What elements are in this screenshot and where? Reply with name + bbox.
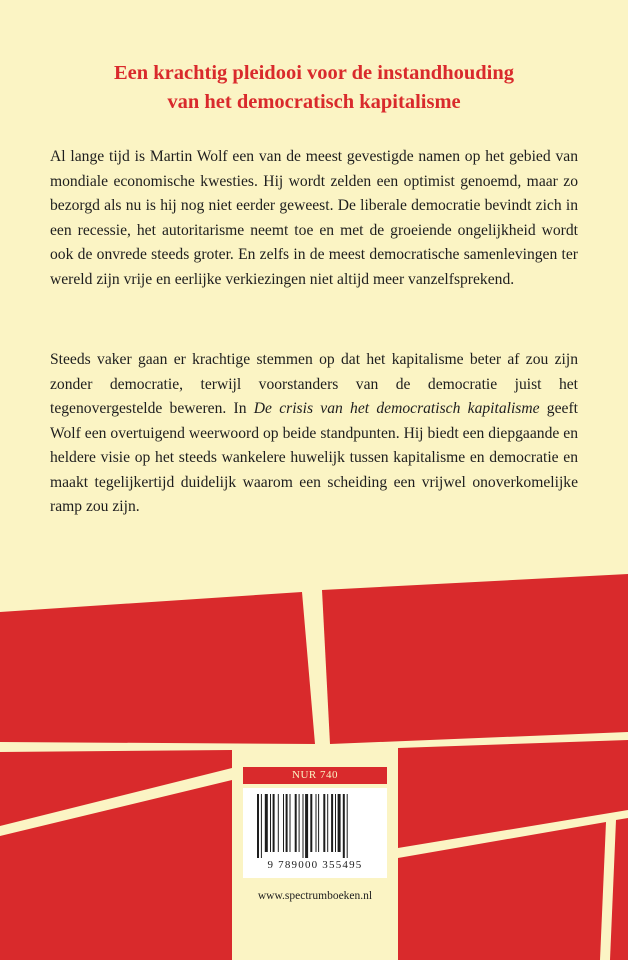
barcode-bar <box>286 794 288 852</box>
description-block-1 <box>50 145 578 292</box>
barcode-bar <box>318 794 319 852</box>
barcode-bar <box>316 794 317 852</box>
book-title-italic: De crisis van het democratisch kapitalisme <box>253 400 540 417</box>
barcode-bar <box>295 794 297 852</box>
barcode-bar <box>303 794 304 858</box>
red-shape-right-top <box>322 574 628 744</box>
publisher-website: www.spectrumboeken.nl <box>257 890 373 902</box>
barcode-bar <box>338 794 341 852</box>
barcode-bar <box>335 794 336 852</box>
barcode-bar <box>347 794 348 858</box>
description-block-2 <box>50 348 578 520</box>
barcode-icon <box>257 794 373 858</box>
barcode-bar <box>270 794 271 852</box>
paragraph-2-intro: Steeds vaker gaan er krachtige stemmen op dat het kapitalisme beter af zou zijn zonder democratie, terwijl voorstanders van de democratie juist het tegenovergestelde beweren. In <box>50 351 578 417</box>
red-shape-left-top <box>0 592 315 744</box>
barcode-bar <box>257 794 259 858</box>
headline <box>40 59 588 117</box>
red-shape-right-bottom-2 <box>610 818 628 960</box>
barcode-bar <box>305 794 308 858</box>
barcode-bar <box>290 794 291 852</box>
barcode-bar <box>331 794 333 852</box>
barcode-bar <box>283 794 284 852</box>
isbn-number: 9 789000 355495 <box>267 859 363 871</box>
barcode-bar <box>273 794 275 852</box>
headline-line-1: Een krachtig pleidooi voor de instandhouding <box>113 62 515 84</box>
barcode-area <box>243 788 387 878</box>
barcode-bar <box>323 794 325 852</box>
nur-label: NUR 740 <box>243 767 387 784</box>
description-paragraph-2 <box>50 348 578 520</box>
paragraph-2-rest: geeft Wolf een overtuigend weerwoord op beide standpunten. Hij biedt een diepgaande en heldere visie op het steeds wankelere huwelijk tussen kapitalisme en democratie en maakt tegelijkertijd duidelijk waarom een scheiding een vrijwel onoverkomelijke ramp zou zijn. <box>50 400 578 515</box>
barcode-bar <box>327 794 328 852</box>
barcode-bar <box>343 794 345 858</box>
description-paragraph-1: Al lange tijd is Martin Wolf een van de meest gevestigde namen op het gebied van mondiale economische kwesties. Hij wordt zelden een optimist genoemd, maar zo bezorgd als nu is hij nog niet eerder geweest. De liberale democratie bevindt zich in een recessie, het autoritarisme neemt toe en met de groeiende ongelijkheid wordt ook de onvrede steeds groter. En zelfs in de meest democratische samenlevingen ter wereld zijn vrije en eerlijke verkiezingen niet altijd meer vanzelfsprekend. <box>50 148 578 288</box>
barcode-bar <box>265 794 268 852</box>
barcode-bar <box>278 794 279 852</box>
barcode-bar <box>299 794 300 852</box>
headline-line-2: van het democratisch kapitalisme <box>167 91 461 113</box>
barcode-bar <box>261 794 262 858</box>
barcode-bar <box>310 794 312 852</box>
